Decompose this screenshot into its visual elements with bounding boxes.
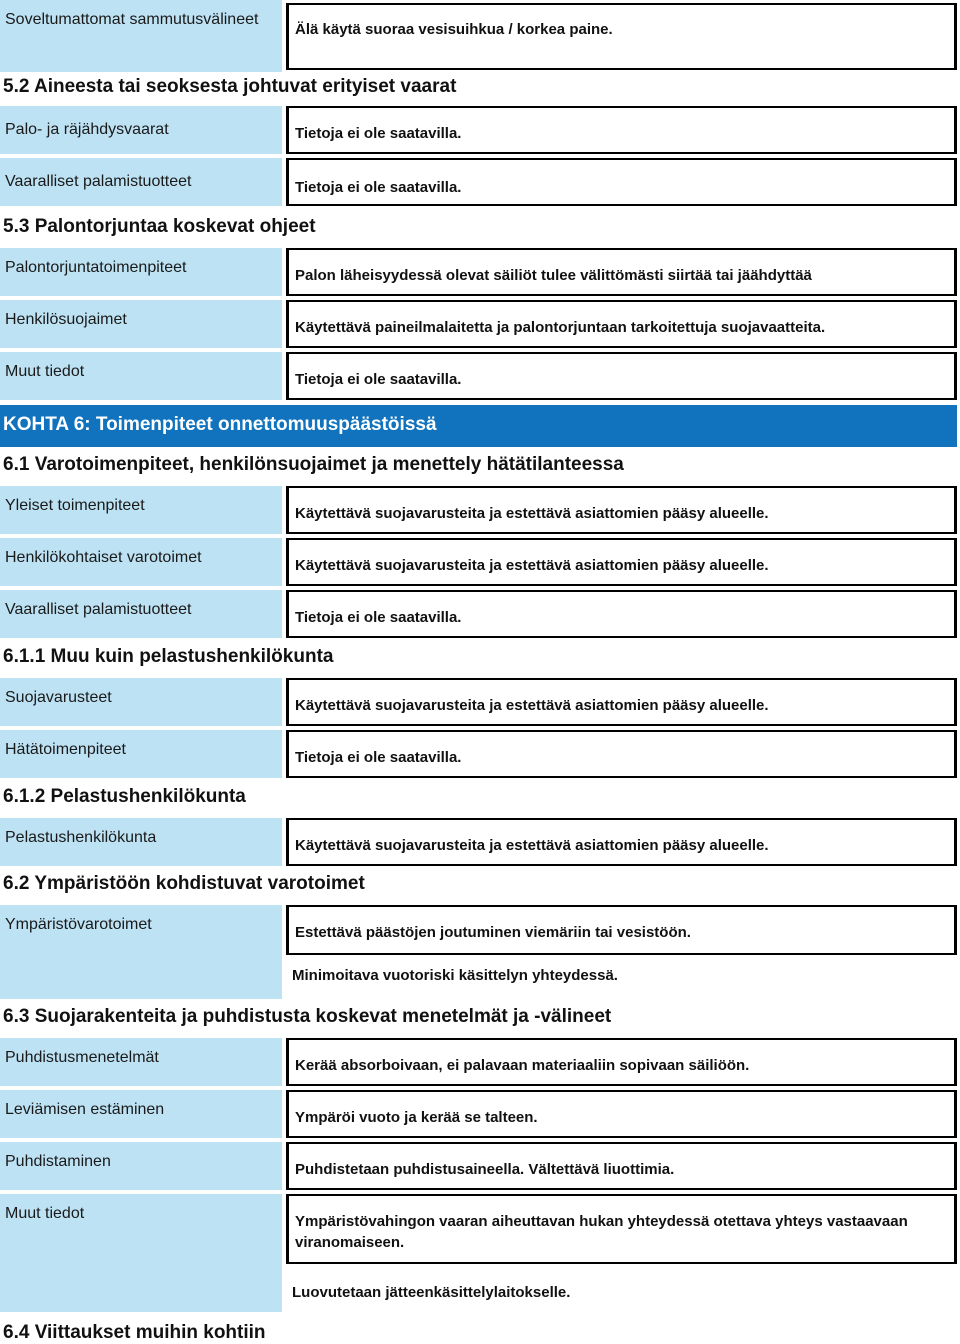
- field-value-extra: Minimoitava vuotoriski käsittelyn yhteydessä.: [292, 967, 618, 984]
- field-value: Ympäröi vuoto ja kerää se talteen.: [286, 1090, 957, 1138]
- field-value: Tietoja ei ole saatavilla.: [286, 590, 957, 638]
- field-label: Yleiset toimenpiteet: [0, 486, 282, 534]
- field-label: Puhdistusmenetelmät: [0, 1038, 282, 1086]
- field-value: Käytettävä suojavarusteita ja estettävä asiattomien pääsy alueelle.: [286, 538, 957, 586]
- field-value: Käytettävä paineilmalaitetta ja palontorjuntaan tarkoitettuja suojavaatteita.: [286, 300, 957, 348]
- field-value-extra: Luovutetaan jätteenkäsittelylaitokselle.: [292, 1284, 571, 1301]
- field-label: Henkilösuojaimet: [0, 300, 282, 348]
- subsection-heading: 6.1.2 Pelastushenkilökunta: [3, 786, 246, 807]
- field-value: Käytettävä suojavarusteita ja estettävä asiattomien pääsy alueelle.: [286, 486, 957, 534]
- field-value: Kerää absorboivaan, ei palavaan materiaaliin sopivaan säiliöön.: [286, 1038, 957, 1086]
- subsection-heading: 5.2 Aineesta tai seoksesta johtuvat erityiset vaarat: [3, 76, 457, 97]
- field-value: Tietoja ei ole saatavilla.: [286, 730, 957, 778]
- field-value: Palon läheisyydessä olevat säiliöt tulee välittömästi siirtää tai jäähdyttää: [286, 248, 957, 296]
- subsection-heading: 6.4 Viittaukset muihin kohtiin: [3, 1322, 266, 1343]
- field-value: Estettävä päästöjen joutuminen viemäriin tai vesistöön.: [286, 905, 957, 955]
- field-label: Henkilökohtaiset varotoimet: [0, 538, 282, 586]
- subsection-heading: 6.2 Ympäristöön kohdistuvat varotoimet: [3, 873, 365, 894]
- field-label: Leviämisen estäminen: [0, 1090, 282, 1138]
- field-label: Hätätoimenpiteet: [0, 730, 282, 778]
- field-label: Puhdistaminen: [0, 1142, 282, 1190]
- field-label: Suojavarusteet: [0, 678, 282, 726]
- field-value: Älä käytä suoraa vesisuihkua / korkea paine.: [286, 3, 957, 70]
- field-value: Käytettävä suojavarusteita ja estettävä asiattomien pääsy alueelle.: [286, 818, 957, 866]
- field-label: Muut tiedot: [0, 1194, 282, 1312]
- field-label: Soveltumattomat sammutusvälineet: [0, 0, 282, 72]
- field-value: Tietoja ei ole saatavilla.: [286, 158, 957, 206]
- field-label: Ympäristövarotoimet: [0, 905, 282, 999]
- subsection-heading: 5.3 Palontorjuntaa koskevat ohjeet: [3, 216, 316, 237]
- field-value: Puhdistetaan puhdistusaineella. Vältettävä liuottimia.: [286, 1142, 957, 1190]
- field-value: Tietoja ei ole saatavilla.: [286, 106, 957, 154]
- field-label: Vaaralliset palamistuotteet: [0, 158, 282, 206]
- subsection-heading: 6.3 Suojarakenteita ja puhdistusta koskevat menetelmät ja -välineet: [3, 1006, 612, 1027]
- field-label: Pelastushenkilökunta: [0, 818, 282, 866]
- field-label: Vaaralliset palamistuotteet: [0, 590, 282, 638]
- field-label: Palontorjuntatoimenpiteet: [0, 248, 282, 296]
- section-header: KOHTA 6: Toimenpiteet onnettomuuspäästöissä: [0, 405, 957, 447]
- field-value: Käytettävä suojavarusteita ja estettävä asiattomien pääsy alueelle.: [286, 678, 957, 726]
- field-value: Ympäristövahingon vaaran aiheuttavan hukan yhteydessä otettava yhteys vastaavaan viranomaiseen.: [286, 1194, 957, 1264]
- field-label: Muut tiedot: [0, 352, 282, 400]
- subsection-heading: 6.1.1 Muu kuin pelastushenkilökunta: [3, 646, 334, 667]
- field-label: Palo- ja räjähdysvaarat: [0, 106, 282, 154]
- subsection-heading: 6.1 Varotoimenpiteet, henkilönsuojaimet ja menettely hätätilanteessa: [3, 454, 624, 475]
- field-value: Tietoja ei ole saatavilla.: [286, 352, 957, 400]
